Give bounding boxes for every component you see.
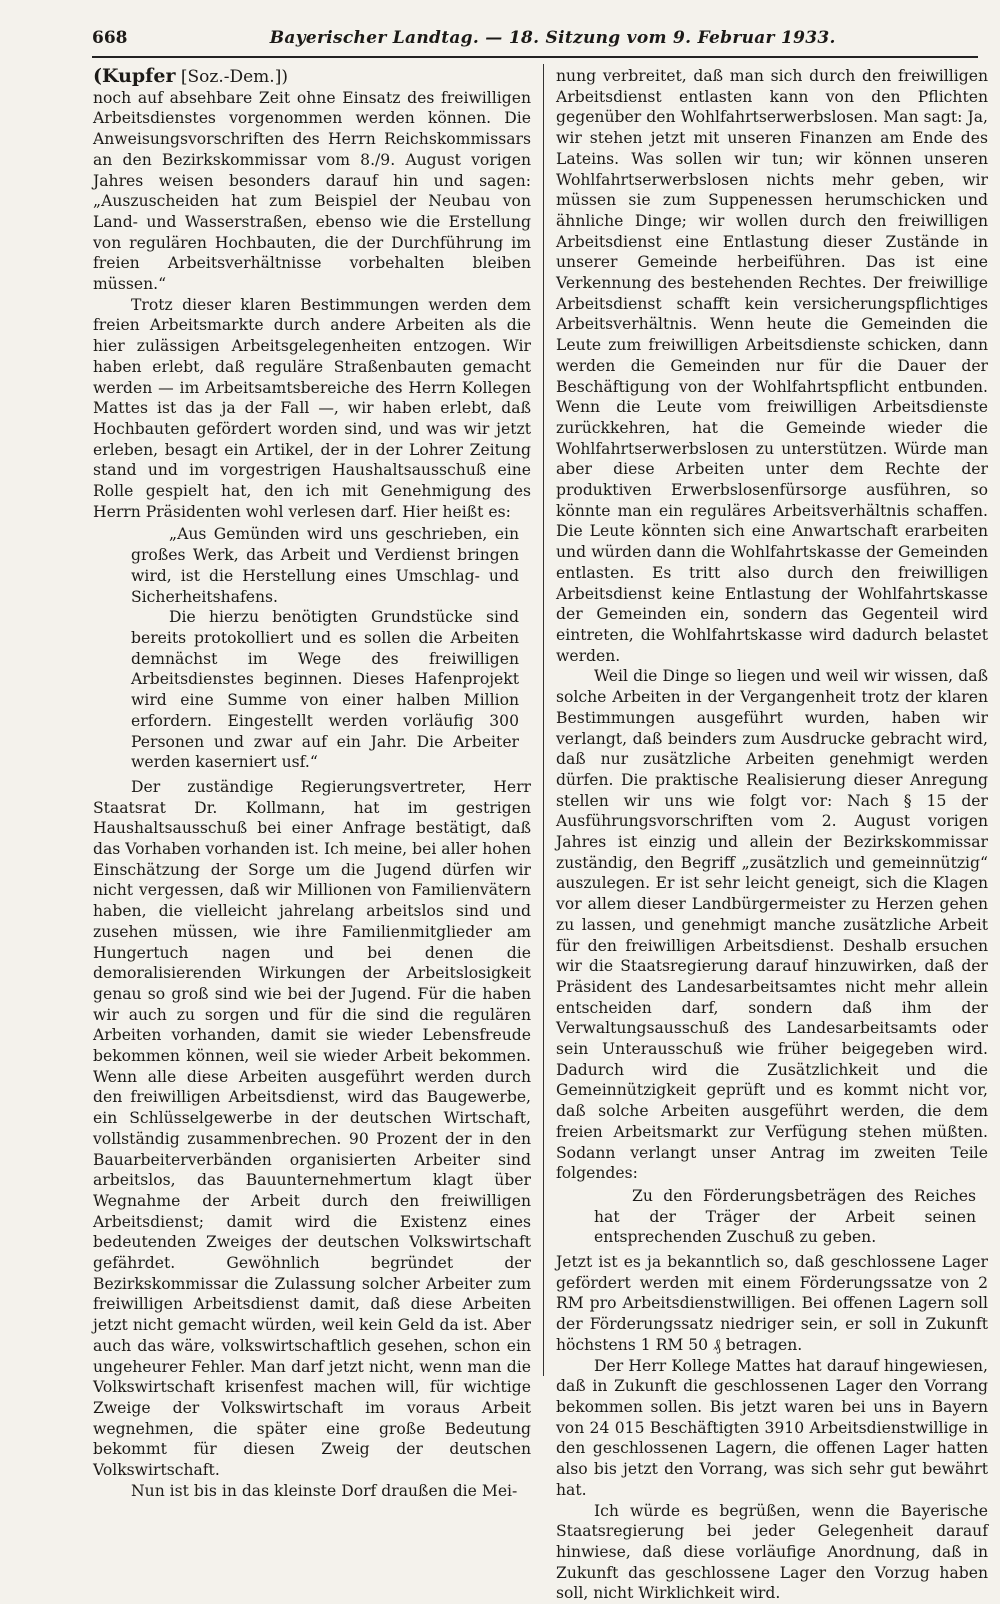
running-title: Bayerischer Landtag. — 18. Sitzung vom 9. Februar 1933. [269,28,836,48]
paragraph: Der Herr Kollege Mattes hat darauf hingewiesen, daß in Zukunft die geschlossenen Lager den Vorrang bekommen sollen. Bis jetzt waren bei uns in Bayern von 24 015 Beschäftigten 3910 Arbeitsdienstwillige in den geschlossenen Lagern, die offenen Lager hatten also bis jetzt den Vorrang, was sich sehr gut bewährt hat. [556,1356,988,1499]
block-quote [93,524,531,772]
paragraph: Der zuständige Regierungsvertreter, Herr Staatsrat Dr. Kollmann, hat im gestrigen Haushaltsausschuß bei einer Anfrage bestätigt, daß das Vorhaben vorhanden ist. Ich meine, bei aller hohen Einschätzung der Sorge um die Jugend dürfen wir nicht vergessen, daß wir Millionen von Familienvätern haben, die vielleicht jahrelang arbeitslos sind und zusehen müssen, wie ihre Familienmitglieder am Hungertuch nagen und bei denen die demoralisierenden Wirkungen der Arbeitslosigkeit genau so groß sind wie bei der Jugend. Für die haben wir auch zu sorgen und für die sind die regulären Arbeiten vorhanden, damit sie wieder Lebensfreude bekommen können, weil sie wieder Arbeit bekommen. Wenn alle diese Arbeiten ausgeführt werden durch den freiwilligen Arbeitsdienst, wird das Baugewerbe, ein Schlüsselgewerbe in der deutschen Wirtschaft, vollständig zusammenbrechen. 90 Prozent der in den Bauarbeiterverbänden organisierten Arbeiter sind arbeitslos, das Bauunternehmertum klagt über Wegnahme der Arbeit durch den freiwilligen Arbeitsdienst; damit wird die Existenz eines bedeutenden Zweiges der deutschen Volkswirtschaft gefährdet. Gewöhnlich begründet der Bezirkskommissar die Zulassung solcher Arbeiter zum freiwilligen Arbeitsdienst damit, daß diese Arbeiten jetzt nicht gemacht würden, weil kein Geld da ist. Aber auch das wäre, volkswirtschaftlich gesehen, schon ein ungeheurer Fehler. Man darf jetzt nicht, wenn man die Volkswirtschaft krisenfest machen will, für wichtige Zweige der Volkswirtschaft im voraus Arbeit wegnehmen, die später eine große Bedeutung bekommt für diesen Zweig der deutschen Volkswirtschaft. [93,777,531,1480]
speaker-party: [Soz.-Dem.]) [180,67,288,87]
page-header [92,28,978,58]
paragraph: Nun ist bis in das kleinste Dorf draußen die Mei- [131,1481,518,1500]
paragraph: Jetzt ist es ja bekanntlich so, daß geschlossene Lager gefördert werden mit einem Förderungssatze von 2 RM pro Arbeitsdienstwilligen. Bei offenen Lagern soll der Förderungssatz niedriger sein, er soll in Zukunft höchstens 1 RM 50 ₰ betragen. [556,1253,988,1354]
paragraph: Ich würde es begrüßen, wenn die Bayerische Staatsregierung bei jeder Gelegenheit darauf hinwiese, daß diese vorläufige Anordnung, daß in Zukunft das geschlossene Lager den Vorzug haben soll, nicht Wirklichkeit wird. [556,1501,988,1603]
column-divider [543,64,544,1376]
right-column [556,66,988,1603]
left-column [93,65,531,1500]
paragraph: Trotz dieser klaren Bestimmungen werden dem freien Arbeitsmarkte durch andere Arbeiten als die hier zulässigen Arbeitsgelegenheiten entzogen. Wir haben erlebt, daß reguläre Straßenbauten gemacht werden — im Arbeitsamtsbereiche des Herrn Kollegen Mattes ist das ja der Fall —, wir haben erlebt, daß Hochbauten gefördert worden sind, und was wir jetzt erleben, besagt ein Artikel, der in der Lohrer Zeitung stand und im vorgestrigen Haushaltsausschuß eine Rolle gespielt hat, den ich mit Genehmigung des Herrn Präsidenten wohl verlesen darf. Hier heißt es: [93,295,531,521]
speaker-name: (Kupfer [93,65,176,87]
paragraph: Weil die Dinge so liegen und weil wir wissen, daß solche Arbeiten in der Vergangenheit trotz der klaren Bestimmungen ausgeführt wurden, haben wir verlangt, daß beinders zum Ausdrucke gebracht wird, daß nur zusätzliche Arbeiten genehmigt werden dürfen. Die praktische Realisierung dieser Anregung stellen wir uns wie folgt vor: Nach § 15 der Ausführungsvorschriften vom 2. August vorigen Jahres ist einzig und allein der Bezirkskommissar zuständig, den Begriff „zusätzlich und gemeinnützig“ auszulegen. Er ist sehr leicht geneigt, sich die Klagen vor allem dieser Landbürgermeister zu Herzen gehen zu lassen, und genehmigt manche zusätzliche Arbeit für den freiwilligen Arbeitsdienst. Deshalb ersuchen wir die Staatsregierung darauf hinzuwirken, daß der Präsident des Landesarbeitsamtes nicht mehr allein entscheiden darf, sondern daß ihm der Verwaltungsausschuß des Landesarbeitsamts oder sein Unterausschuß wie früher beigegeben wird. Dadurch wird die Zusätzlichkeit und die Gemeinnützigkeit geprüft und es kommt nicht vor, daß solche Arbeiten ausgeführt werden, die dem freien Arbeitsmarkt zur Verfügung stehen müßten. Sodann verlangt unser Antrag im zweiten Teile folgendes: [556,667,988,1183]
quote-paragraph: „Aus Gemünden wird uns geschrieben, ein großes Werk, das Arbeit und Verdienst bringen wird, ist die Herstellung eines Umschlag- und Sicherheitshafens. [131,525,519,606]
page-number: 668 [92,28,128,48]
quote-paragraph: Die hierzu benötigten Grundstücke sind bereits protokolliert und es sollen die Arbeiten demnächst im Wege des freiwilligen Arbeitsdienstes beginnen. Dieses Hafenprojekt wird eine Summe von einer halben Million erfordern. Eingestellt werden vorläufig 300 Personen und zwar auf ein Jahr. Die Arbeiter werden kaserniert usf.“ [131,608,519,772]
speaker-heading [93,66,531,88]
paragraph: noch auf absehbare Zeit ohne Einsatz des freiwilligen Arbeitsdienstes vorgenommen werden können. Die Anweisungsvorschriften des Herrn Reichskommissars an den Bezirkskommissar vom 8./9. August vorigen Jahres weisen besonders darauf hin und sagen: „Auszuscheiden hat zum Beispiel der Neubau von Land- und Wasserstraßen, ebenso wie die Erstellung von regulären Hochbauten, die der Durchführung im freien Arbeitsverhältnisse vorbehalten bleiben müssen.“ [93,88,531,294]
block-quote [556,1186,988,1248]
paragraph: nung verbreitet, daß man sich durch den freiwilligen Arbeitsdienst entlasten kann von den Pflichten gegenüber den Wohlfahrtserwerbslosen. Man sagt: Ja, wir stehen jetzt mit unseren Finanzen am Ende des Lateins. Was sollen wir tun; wir können unseren Wohlfahrtserwerbslosen nichts mehr geben, wir müssen sie zum Suppenessen herumschicken und ähnliche Dinge; wir wollen durch den freiwilligen Arbeitsdienst eine Entlastung dieser Zustände in unserer Gemeinde herbeiführen. Das ist eine Verkennung des bestehenden Rechtes. Der freiwillige Arbeitsdienst schafft kein versicherungspflichtiges Arbeitsverhältnis. Wenn heute die Gemeinden die Leute zum freiwilligen Arbeitsdienste schicken, dann werden die Gemeinden nur für die Dauer der Beschäftigung von der Wohlfahrtspflicht entbunden. Wenn die Leute vom freiwilligen Arbeitsdienste zurückkehren, hat die Gemeinde wieder die Wohlfahrtserwerbslosen zu unterstützen. Würde man aber diese Arbeiten unter dem Rechte der produktiven Erwerbslosenfürsorge ausführen, so könnte man ein reguläres Arbeitsverhältnis schaffen. Die Leute könnten sich eine Anwartschaft erarbeiten und würden dann die Wohlfahrtskasse der Gemeinden entlasten. Es tritt also durch den freiwilligen Arbeitsdienst keine Entlastung der Wohlfahrtskasse der Gemeinden ein, sondern das Gegenteil wird eintreten, die Wohlfahrtskasse wird dadurch belastet werden. [556,67,988,665]
quote-paragraph: Zu den Förderungsbeträgen des Reiches hat der Träger der Arbeit seinen entsprechenden Zuschuß zu geben. [594,1186,976,1247]
